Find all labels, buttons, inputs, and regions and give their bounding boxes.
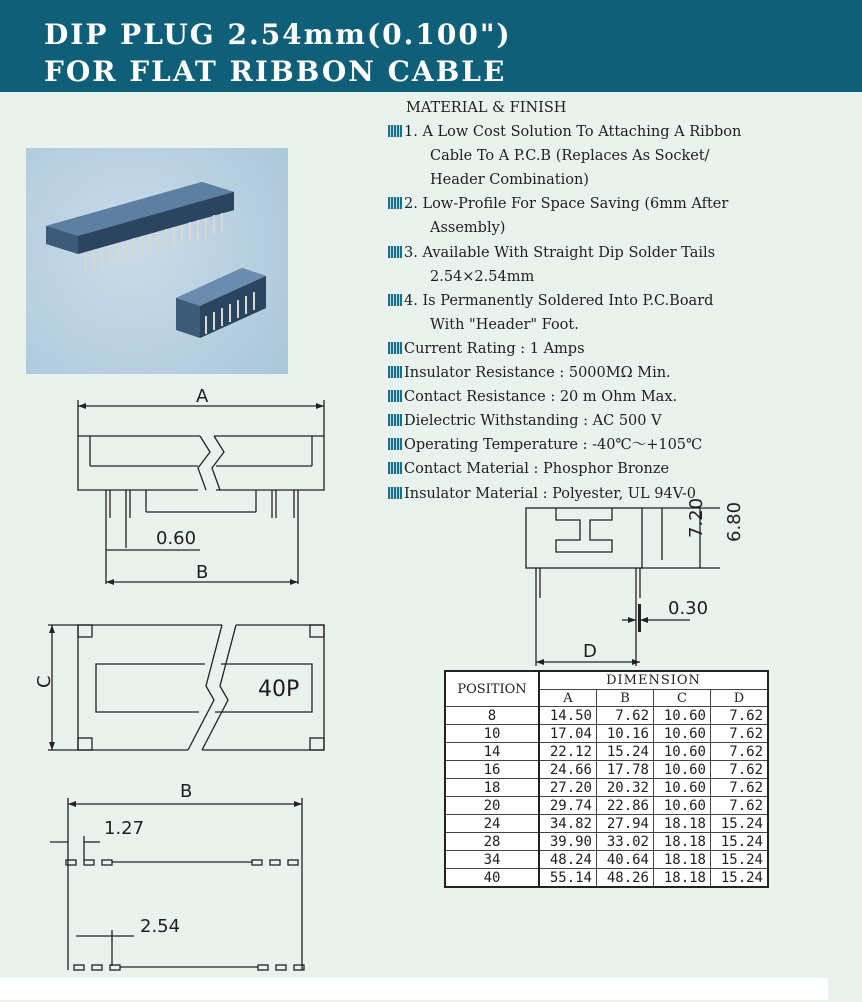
spec-heading: MATERIAL & FINISH (406, 100, 567, 116)
table-row: 14 22.12 15.24 10.60 7.62 (445, 743, 768, 761)
spec-item-2: 2. Low-Profile For Space Saving (6mm After (388, 192, 848, 216)
title-line-2: FOR FLAT RIBBON CABLE (44, 55, 507, 88)
label-a: A (196, 386, 209, 407)
position-header: POSITION (445, 671, 539, 707)
label-b-bottom: B (180, 781, 193, 802)
dim-2-54: 2.54 (140, 916, 181, 937)
title-line-1: DIP PLUG 2.54mm(0.100") (44, 18, 512, 51)
prop-current-rating: Current Rating : 1 Amps (388, 337, 848, 361)
table-row: 20 29.74 22.86 10.60 7.62 (445, 797, 768, 815)
label-c: C (34, 675, 55, 688)
table-row: 40 55.14 48.26 18.18 15.24 (445, 869, 768, 888)
page-footer-strip (0, 978, 828, 1000)
table-row: 24 34.82 27.94 18.18 15.24 (445, 815, 768, 833)
spec-item-3: 3. Available With Straight Dip Solder Tails (388, 241, 848, 265)
spec-item-2-cont: Assembly) (430, 220, 506, 237)
table-row: 34 48.24 40.64 18.18 15.24 (445, 851, 768, 869)
spec-item-4: 4. Is Permanently Soldered Into P.C.Board (388, 289, 848, 313)
dim-6-80: 6.80 (724, 501, 745, 542)
prop-insulator-material: Insulator Material : Polyester, UL 94V-0 (388, 482, 848, 506)
col-header-d: D (711, 690, 769, 707)
dimension-header: DIMENSION (539, 671, 768, 690)
prop-dielectric: Dielectric Withstanding : AC 500 V (388, 409, 848, 433)
prop-operating-temp: Operating Temperature : -40℃～+105℃ (388, 433, 848, 457)
label-d: D (583, 641, 597, 662)
label-b-side: B (196, 562, 209, 583)
dim-7-20: 7.20 (686, 497, 707, 538)
dim-0-60: 0.60 (156, 528, 197, 549)
table-row: 10 17.04 10.16 10.60 7.62 (445, 725, 768, 743)
spec-item-4-cont: With "Header" Foot. (430, 316, 579, 333)
table-row: 28 39.90 33.02 18.18 15.24 (445, 833, 768, 851)
col-header-c: C (654, 690, 711, 707)
col-header-b: B (597, 690, 654, 707)
spec-item-1-cont2: Header Combination) (430, 172, 589, 189)
dimension-table (444, 670, 769, 888)
spec-item-1: 1. A Low Cost Solution To Attaching A Ribbon (388, 120, 848, 144)
table-row: 8 14.50 7.62 10.60 7.62 (445, 707, 768, 725)
table-row: 18 27.20 20.32 10.60 7.62 (445, 779, 768, 797)
dim-0-30: 0.30 (668, 598, 709, 619)
prop-contact-resistance: Contact Resistance : 20 m Ohm Max. (388, 385, 848, 409)
dim-1-27: 1.27 (104, 818, 145, 839)
prop-insulator-resistance: Insulator Resistance : 5000MΩ Min. (388, 361, 848, 385)
table-row: 16 24.66 17.78 10.60 7.62 (445, 761, 768, 779)
prop-contact-material: Contact Material : Phosphor Bronze (388, 457, 848, 481)
spec-item-1-cont: Cable To A P.C.B (Replaces As Socket/ (430, 148, 710, 165)
col-header-a: A (539, 690, 597, 707)
spec-item-3-cont: 2.54×2.54mm (430, 268, 535, 285)
body-label-40p: 40P (258, 677, 300, 702)
